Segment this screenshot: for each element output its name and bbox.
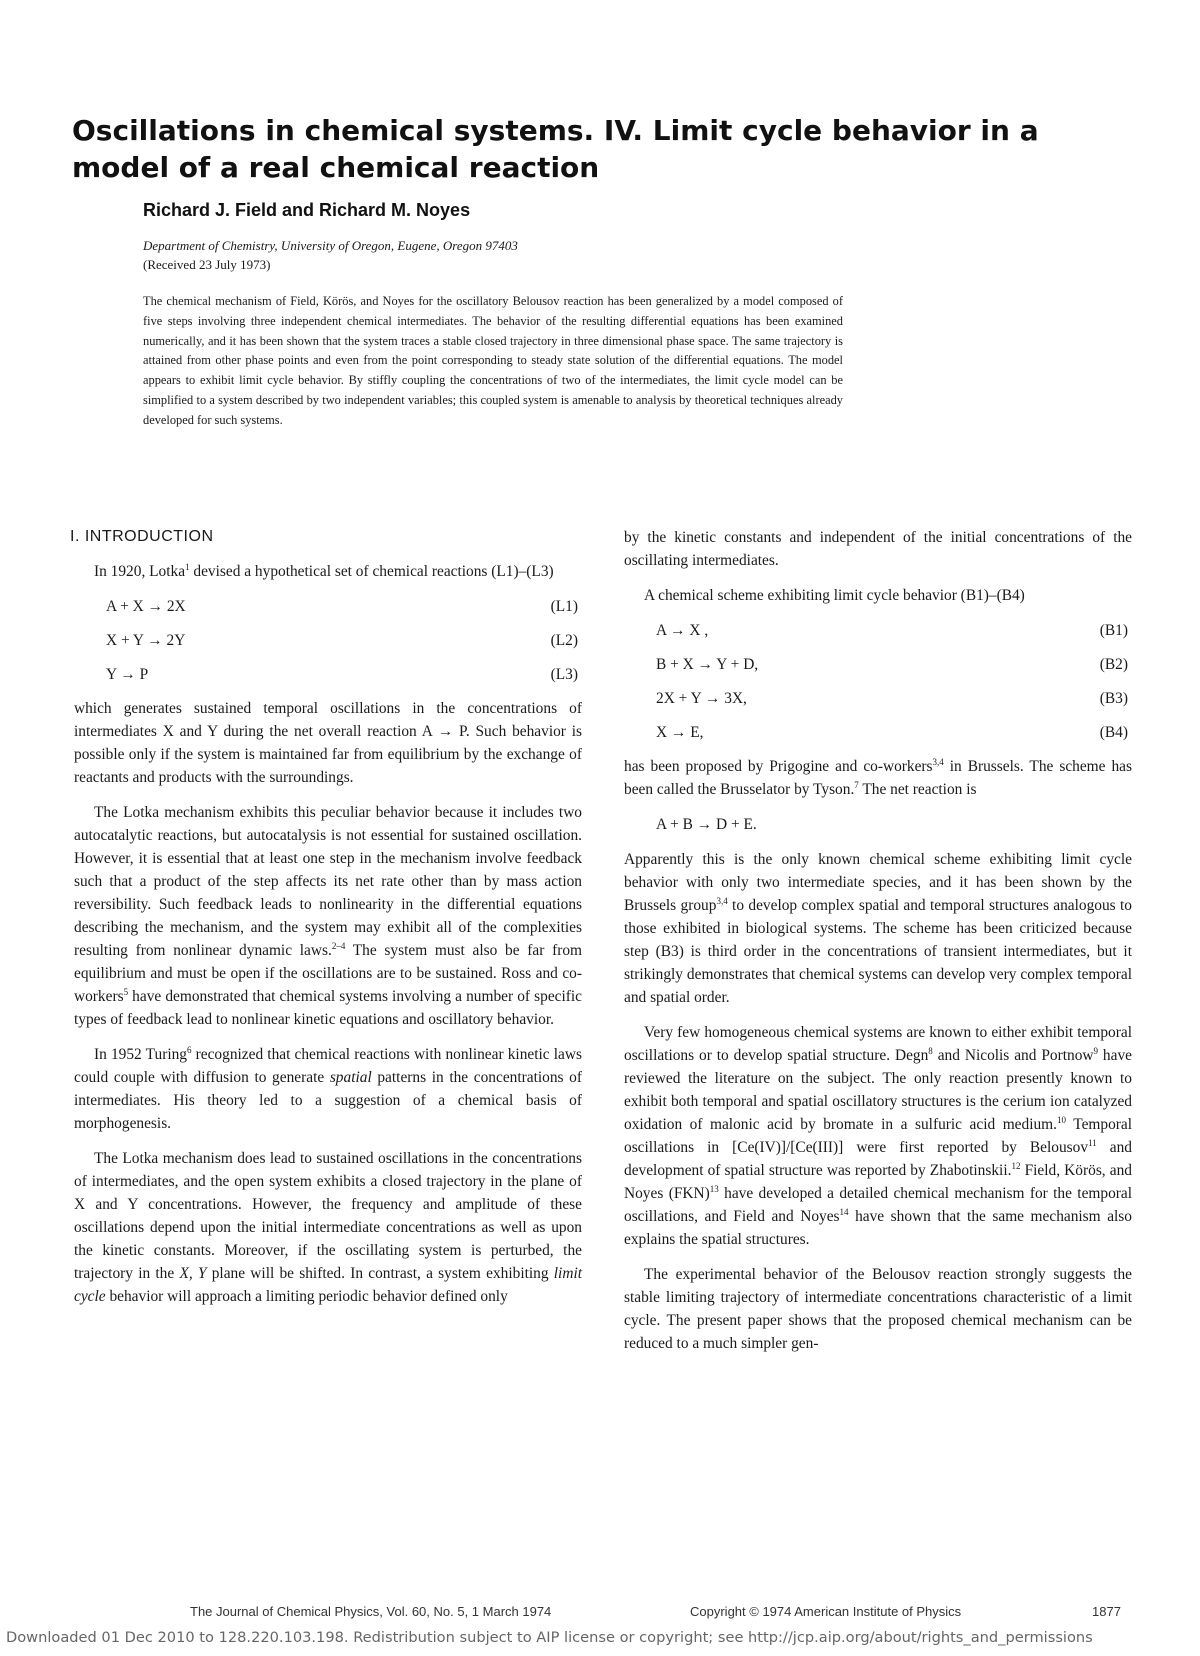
text-run: have demonstrated that chemical systems involving a number of specific types of feedback lead to nonlinear kinetic equations and oscillatory behavior.: [74, 988, 582, 1028]
reference-marker: 5: [123, 986, 129, 997]
text-run: to develop complex spatial and temporal structures analogous to those exhibited in biological systems. The scheme has been criticized because step (B3) is third order in the concentrations of transient intermediates, but it strikingly demonstrates that chemical systems can develop very complex temporal and spatial order.: [624, 897, 1132, 1006]
reference-marker: 3,4: [716, 895, 728, 906]
text-run: have reviewed the literature on the subject. The only reaction presently known to exhibit both temporal and spatial oscillatory structures is the cerium ion catalyzed oxidation of malonic acid by bromate in a sulfuric acid medium.: [624, 1047, 1132, 1133]
paragraph: [74, 1147, 582, 1308]
received-date: (Received 23 July 1973): [143, 257, 271, 272]
equation: [74, 595, 582, 619]
text-run: patterns in the concentrations of intermediates. His theory led to a suggestion of a chemical basis of morphogenesis.: [74, 1069, 582, 1132]
paragraph: by the kinetic constants and independent of the initial concentrations of the oscillating intermediates.: [624, 529, 1132, 569]
equation-expression: X + Y → 2Y: [106, 632, 186, 649]
text-run: Field, Körös, and Noyes (FKN): [624, 1162, 1132, 1202]
text-run: Very few homogeneous chemical systems are known to either exhibit temporal oscillations or to develop spatial structure. Degn: [624, 1024, 1132, 1064]
author-list: Richard J. Field and Richard M. Noyes: [143, 200, 471, 220]
download-notice: Downloaded 01 Dec 2010 to 128.220.103.198. Redistribution subject to AIP license or copyright; see http://jcp.aip.org/about/rights_and_permissions: [6, 1629, 1093, 1646]
article-title: Oscillations in chemical systems. IV. Limit cycle behavior in a model of a real chemical reaction: [72, 114, 1039, 184]
equation-label: (B2): [1099, 656, 1128, 673]
left-column: [70, 526, 582, 1320]
reference-marker: 14: [839, 1206, 849, 1217]
text-run: recognized that chemical reactions with nonlinear kinetic laws could couple with diffusion to generate: [74, 1046, 582, 1086]
department: Department of Chemistry, University of Oregon, Eugene, Oregon 97403: [143, 238, 518, 253]
text-run: has been proposed by Prigogine and co-workers: [624, 758, 933, 775]
text-run: behavior will approach a limiting periodic behavior defined only: [105, 1288, 508, 1305]
emphasis: X, Y: [179, 1265, 207, 1282]
equation: [624, 619, 1132, 643]
equation-label: (B4): [1099, 724, 1128, 741]
reference-marker: 7: [854, 779, 859, 790]
reference-marker: 9: [1093, 1045, 1099, 1056]
text-run: and development of spatial structure was reported by Zhabotinskii.: [624, 1139, 1132, 1179]
right-column: [624, 526, 1132, 1367]
text-run: have shown that the same mechanism also explains the spatial structures.: [624, 1208, 1132, 1248]
reference-marker: 6: [186, 1044, 192, 1055]
reference-marker: 3,4: [932, 756, 944, 767]
page-number: 1877: [1092, 1604, 1121, 1619]
reference-marker: 11: [1088, 1137, 1097, 1148]
paragraph: [624, 755, 1132, 801]
paragraph: A chemical scheme exhibiting limit cycle behavior (B1)–(B4): [644, 587, 1025, 604]
text-run: in Brussels. The scheme has been called the Brusselator by Tyson.: [624, 758, 1132, 798]
equation-expression: 2X + Y → 3X,: [656, 690, 747, 707]
reference-marker: 12: [1011, 1160, 1021, 1171]
equation: [624, 721, 1132, 745]
reference-marker: 10: [1057, 1114, 1066, 1125]
paragraph: [624, 848, 1132, 1009]
reference-marker: 2–4: [331, 940, 346, 951]
journal-citation: The Journal of Chemical Physics, Vol. 60, No. 5, 1 March 1974: [190, 1604, 552, 1619]
text-run: The net reaction is: [858, 781, 977, 798]
equation: [624, 687, 1132, 711]
text-run: In 1952 Turing: [94, 1046, 187, 1063]
reference-marker: 1: [185, 561, 190, 572]
equation-label: (L2): [550, 632, 578, 649]
paragraph: [624, 1021, 1132, 1251]
text-run: and Nicolis and Portnow: [932, 1047, 1094, 1064]
emphasis: spatial: [329, 1069, 372, 1086]
paragraph: which generates sustained temporal oscillations in the concentrations of intermediates X and Y during the net overall reaction A → P. Such behavior is possible only if the system is maintained far from equilibrium by the exchange of reactants and products with the surroundings.: [74, 700, 582, 786]
paragraph: [74, 1043, 582, 1135]
emphasis: limit cycle: [74, 1265, 582, 1305]
text-run: plane will be shifted. In contrast, a system exhibiting: [206, 1265, 554, 1282]
net-reaction: A + B → D + E.: [656, 816, 757, 833]
copyright-notice: Copyright © 1974 American Institute of Physics: [690, 1604, 962, 1619]
affiliation-block: [143, 236, 943, 274]
equation-expression: Y → P: [106, 666, 149, 683]
text-run: devised a hypothetical set of chemical reactions (L1)–(L3): [189, 563, 554, 580]
equation-expression: B + X → Y + D,: [656, 656, 759, 673]
equation-expression: A + X → 2X: [106, 598, 186, 615]
text-run: Temporal oscillations in [Ce(IV)]/[Ce(III)] were first reported by Belousov: [624, 1116, 1132, 1156]
text-run: In 1920, Lotka: [94, 563, 186, 580]
reference-marker: 8: [928, 1045, 933, 1056]
equation-expression: A → X ,: [656, 622, 709, 639]
text-run: The Lotka mechanism exhibits this peculiar behavior because it includes two autocatalytic reactions, but autocatalysis is not essential for sustained oscillation. However, it is essential that at least one step in the mechanism involve feedback such that a product of the step affects its net rate other than by mass action reversibility. Such feedback leads to nonlinearity in the differential equations describing the mechanism, and the system may exhibit all of the complexities resulting from nonlinear dynamic laws.: [74, 804, 582, 959]
abstract: The chemical mechanism of Field, Körös, and Noyes for the oscillatory Belousov reaction has been generalized by a model composed of five steps involving three independent chemical intermediates. The behavior of the resulting differential equations has been examined numerically, and it has been shown that the system traces a stable closed trajectory in three dimensional phase space. The same trajectory is attained from other phase points and even from the point corresponding to steady state solution of the differential equations. The model appears to exhibit limit cycle behavior. By stiffly coupling the concentrations of two of the intermediates, the limit cycle model can be simplified to a system described by two independent variables; this coupled system is amenable to analysis by theoretical techniques already developed for such systems.: [143, 294, 843, 427]
section-heading: I. INTRODUCTION: [70, 528, 214, 545]
reference-marker: 13: [709, 1183, 719, 1194]
page-footer: [0, 1604, 1200, 1624]
equation-label: (B1): [1099, 622, 1128, 639]
equation-label: (L1): [550, 598, 578, 615]
paragraph: [74, 801, 582, 1031]
text-run: The Lotka mechanism does lead to sustained oscillations in the concentrations of intermediates, and the open system exhibits a closed trajectory in the plane of X and Y concentrations. However, the frequency and amplitude of these oscillations depend upon the initial intermediate concentrations as well as upon the kinetic constants. Moreover, if the oscillating system is perturbed, the trajectory in the: [74, 1150, 582, 1282]
text-run: have developed a detailed chemical mechanism for the temporal oscillations, and Field and Noyes: [624, 1185, 1133, 1225]
text-run: Apparently this is the only known chemical scheme exhibiting limit cycle behavior with only two intermediate species, and it has been shown by the Brussels group: [624, 851, 1132, 914]
text-run: The system must also be far from equilibrium and must be open if the oscillations are to be sustained. Ross and co-workers: [74, 942, 582, 1005]
equation-label: (L3): [550, 666, 578, 683]
equation: [74, 629, 582, 653]
paragraph: [74, 560, 582, 583]
equation-label: (B3): [1099, 690, 1128, 707]
equation: [624, 653, 1132, 677]
equation-expression: X → E,: [656, 724, 704, 741]
equation: [74, 663, 582, 687]
paragraph: The experimental behavior of the Belousov reaction strongly suggests the stable limiting trajectory of intermediate concentrations characteristic of a limit cycle. The present paper shows that the proposed chemical mechanism can be reduced to a much simpler gen-: [624, 1266, 1132, 1352]
